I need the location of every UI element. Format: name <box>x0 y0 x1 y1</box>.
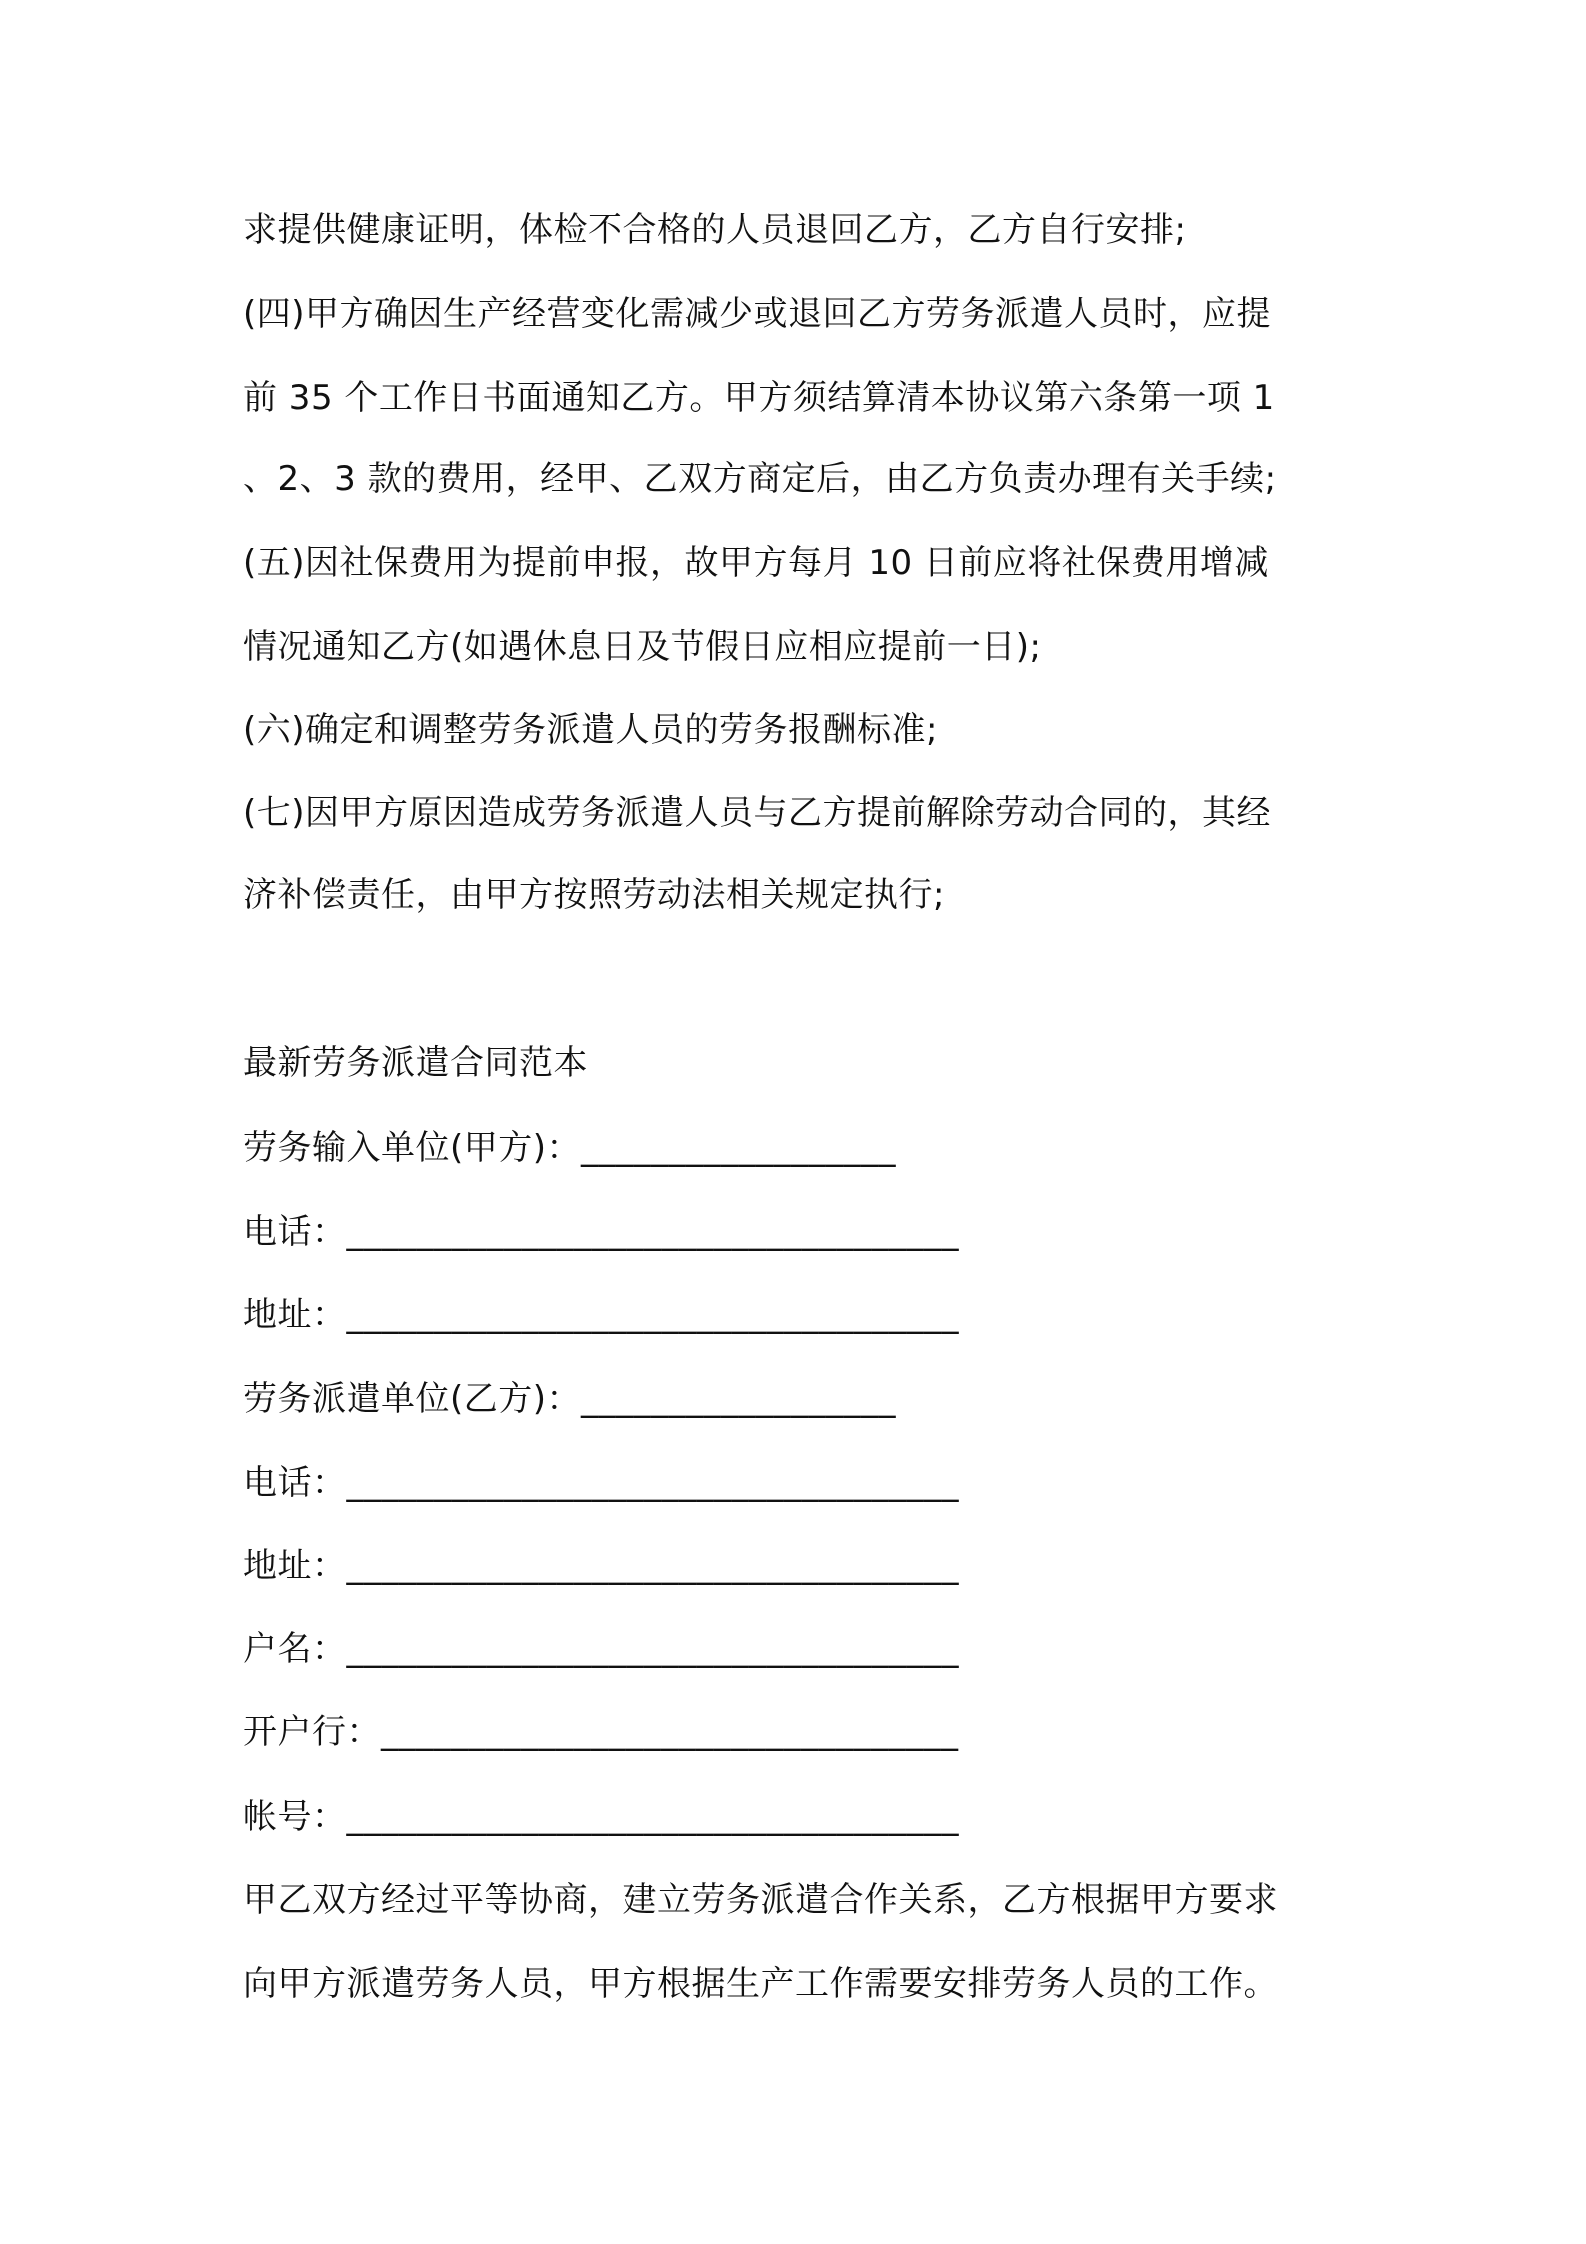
account-name-field: 户名：___________________________________ <box>243 1629 959 1669</box>
intro-line: 甲乙双方经过平等协商，建立劳务派遣合作关系，乙方根据甲方要求 <box>243 1880 1278 1920</box>
clause-line: 前 35 个工作日书面通知乙方。甲方须结算清本协议第六条第一项 1 <box>243 378 1275 418</box>
clause-line: (五)因社保费用为提前申报，故甲方每月 10 日前应将社保费用增减 <box>243 543 1269 583</box>
party-a-address-field: 地址：___________________________________ <box>243 1295 959 1335</box>
account-number-field: 帐号：___________________________________ <box>243 1797 959 1837</box>
party-a-phone-field: 电话：___________________________________ <box>243 1212 959 1252</box>
clause-line: 情况通知乙方(如遇休息日及节假日应相应提前一日); <box>243 627 1042 667</box>
party-a-name-field: 劳务输入单位(甲方)：__________________ <box>243 1128 897 1168</box>
clause-line: 济补偿责任，由甲方按照劳动法相关规定执行; <box>243 875 945 915</box>
party-b-name-field: 劳务派遣单位(乙方)：__________________ <box>243 1379 897 1419</box>
clause-line: (七)因甲方原因造成劳务派遣人员与乙方提前解除劳动合同的，其经 <box>243 793 1272 833</box>
contract-title: 最新劳务派遣合同范本 <box>243 1043 588 1083</box>
party-b-address-field: 地址：___________________________________ <box>243 1546 959 1586</box>
intro-line: 向甲方派遣劳务人员，甲方根据生产工作需要安排劳务人员的工作。 <box>243 1964 1278 2004</box>
bank-field: 开户行：_________________________________ <box>243 1712 959 1752</box>
clause-line: 求提供健康证明，体检不合格的人员退回乙方，乙方自行安排; <box>243 210 1187 250</box>
party-b-phone-field: 电话：___________________________________ <box>243 1463 959 1503</box>
clause-line: (六)确定和调整劳务派遣人员的劳务报酬标准; <box>243 710 938 750</box>
clause-line: 、2、3 款的费用，经甲、乙双方商定后，由乙方负责办理有关手续; <box>243 459 1277 499</box>
clause-line: (四)甲方确因生产经营变化需减少或退回乙方劳务派遣人员时，应提 <box>243 294 1272 334</box>
